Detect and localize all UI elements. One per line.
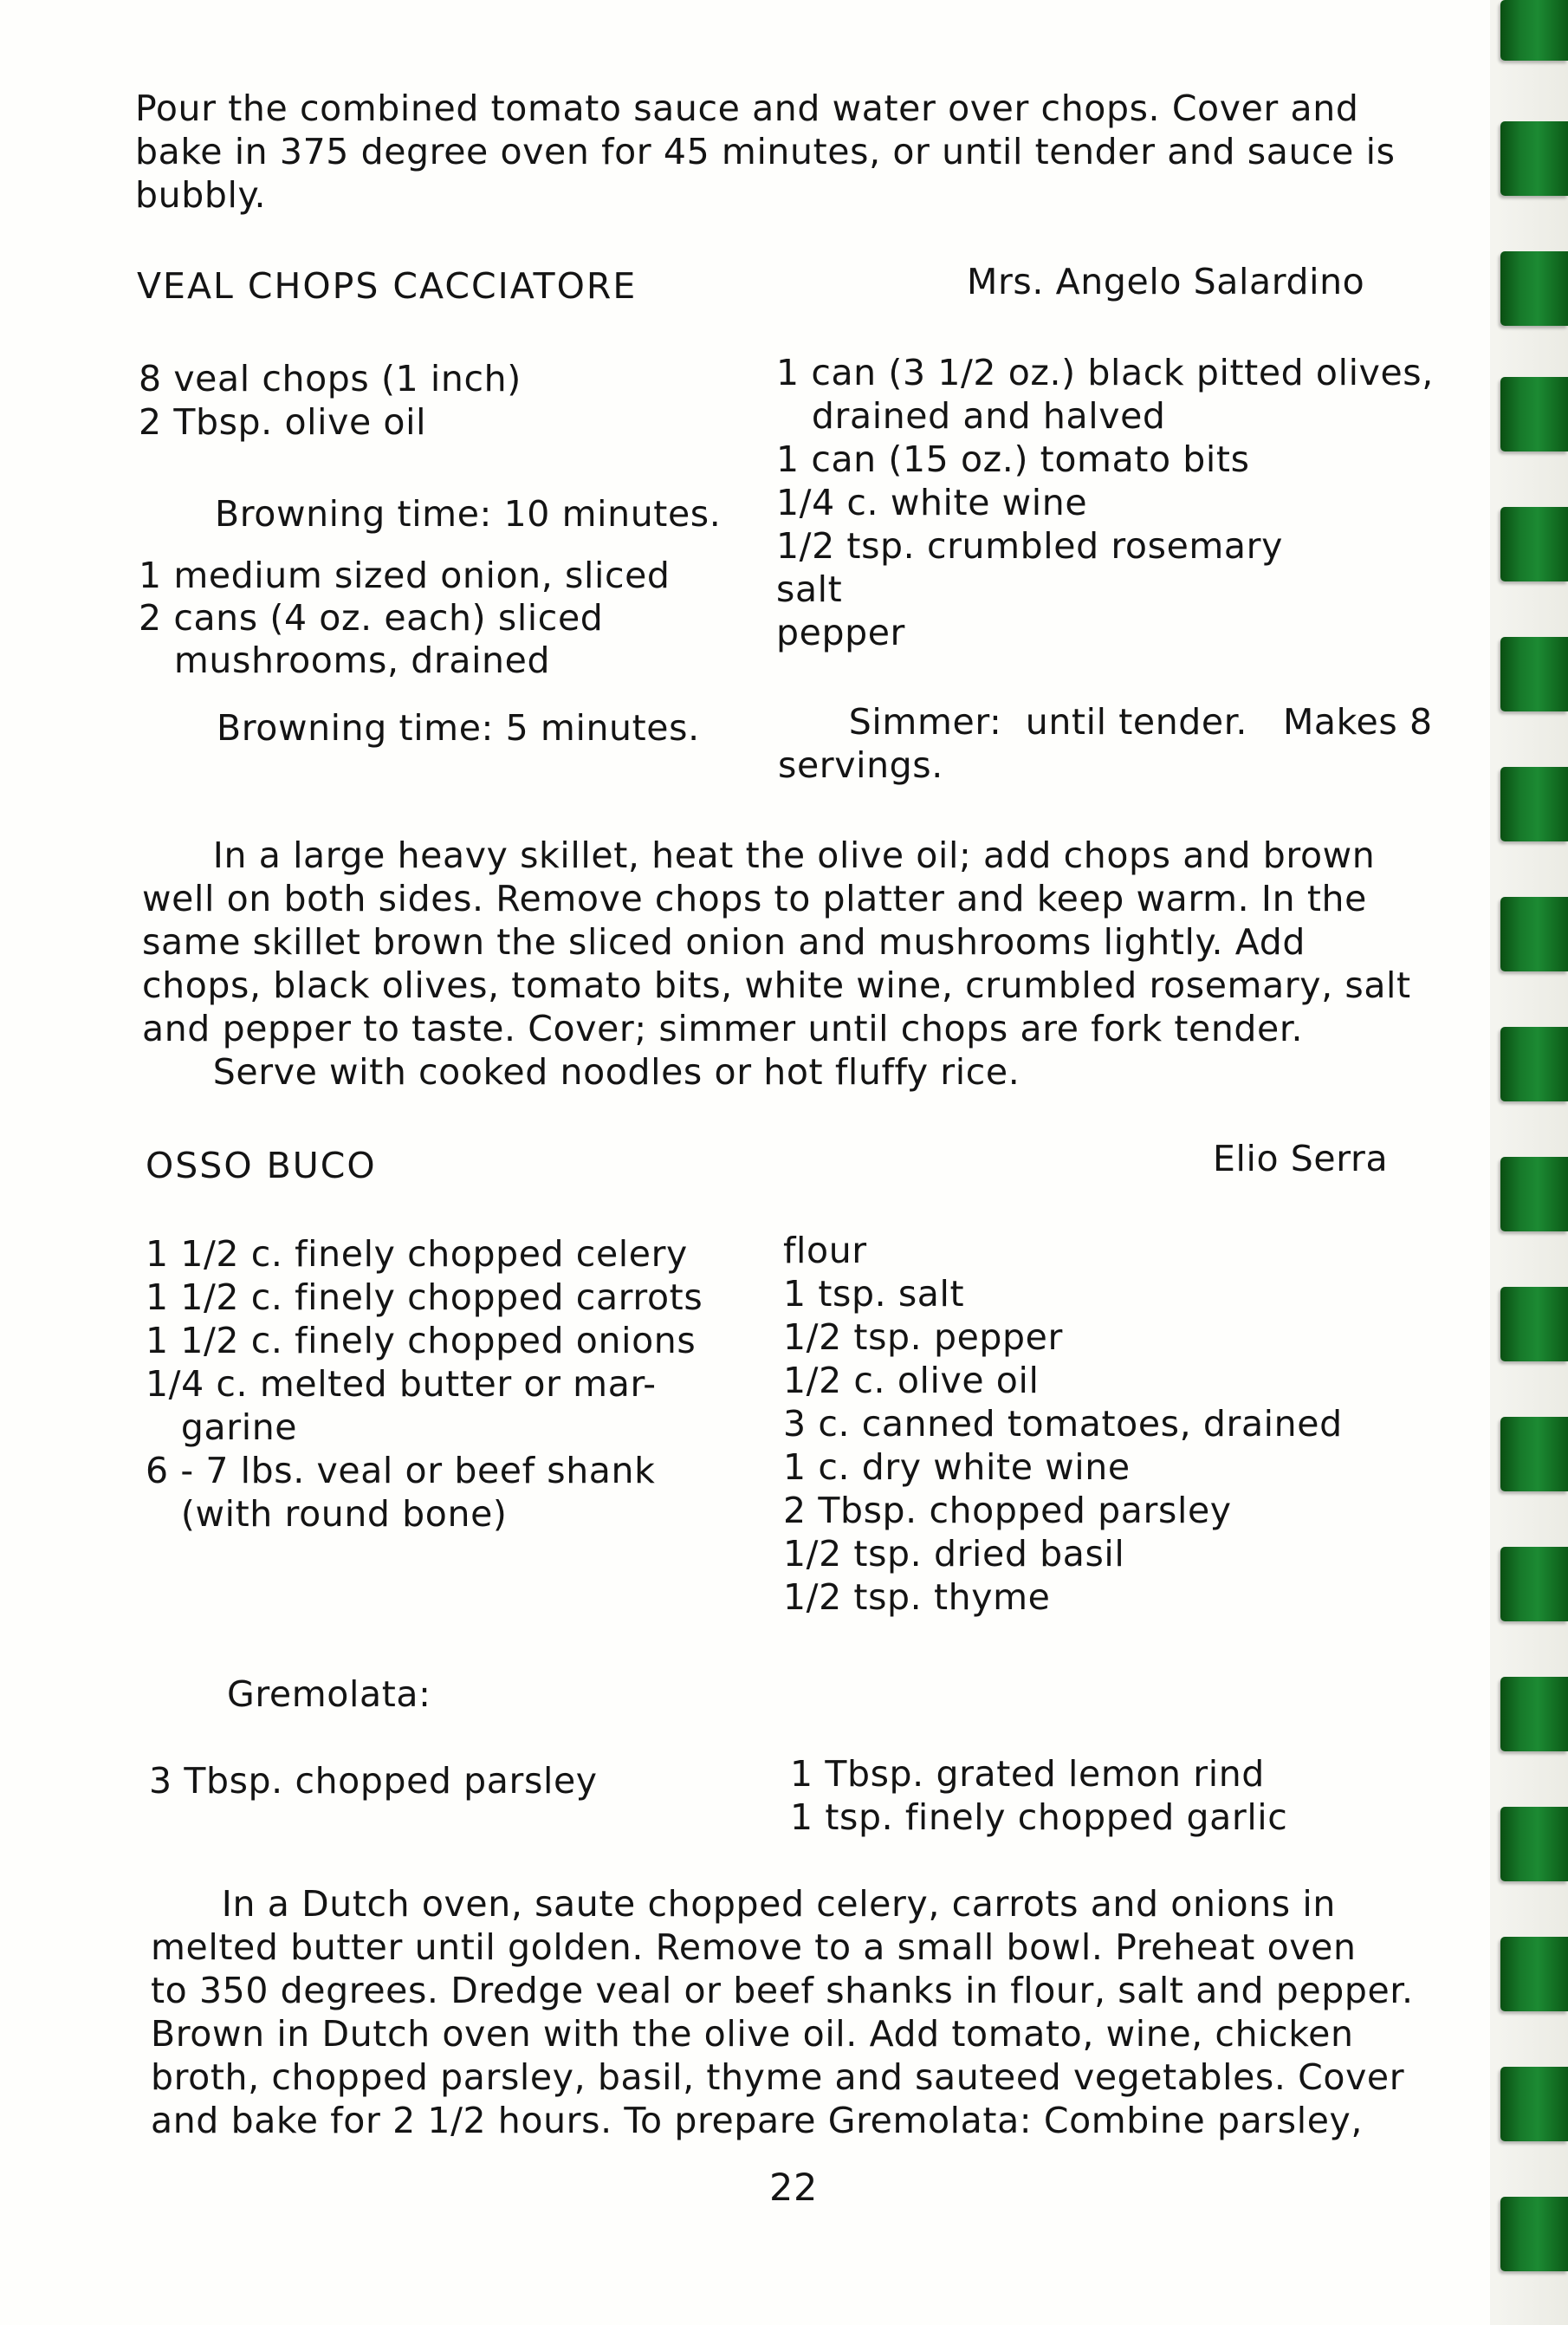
- method-line: well on both sides. Remove chops to platter and keep warm. In the: [142, 878, 1367, 919]
- binding-ring: [1500, 2197, 1568, 2271]
- ingredient-item: 1 can (15 oz.) tomato bits: [776, 438, 1250, 480]
- ingredient-item: 1/4 c. melted butter or mar-: [146, 1363, 657, 1405]
- binding-ring: [1500, 1937, 1568, 2011]
- binding-ring: [1500, 377, 1568, 451]
- method-line: and bake for 2 1/2 hours. To prepare Gremolata: Combine parsley,: [151, 2100, 1364, 2141]
- ingredient-item: 1 c. dry white wine: [783, 1446, 1131, 1488]
- ingredient-item: 1 1/2 c. finely chopped carrots: [146, 1276, 703, 1318]
- recipe-author: Elio Serra: [1213, 1138, 1389, 1179]
- recipe-title: VEAL CHOPS CACCIATORE: [137, 265, 638, 307]
- ingredient-item: pepper: [776, 612, 905, 653]
- gremolata-list-left: [149, 1759, 598, 1802]
- simmer-line: Simmer: until tender. Makes 8: [778, 701, 1433, 743]
- binding-ring: [1500, 767, 1568, 841]
- method-line: In a large heavy skillet, heat the olive oil; add chops and brown: [142, 835, 1376, 876]
- ingredient-item: 1 tsp. salt: [783, 1273, 965, 1315]
- gremolata-heading: Gremolata:: [227, 1673, 431, 1715]
- ingredient-item: 1/2 c. olive oil: [783, 1360, 1040, 1401]
- binding-ring: [1500, 507, 1568, 581]
- recipe-title: OSSO BUCO: [146, 1145, 377, 1186]
- binding-ring: [1500, 2067, 1568, 2141]
- ingredient-item: 2 cans (4 oz. each) sliced: [139, 597, 604, 639]
- binding-ring: [1500, 1547, 1568, 1621]
- ingredient-item: 1/2 tsp. dried basil: [783, 1533, 1125, 1575]
- ingredient-item: 1 tsp. finely chopped garlic: [790, 1796, 1288, 1838]
- ingredient-item: 1 1/2 c. finely chopped celery: [146, 1233, 688, 1275]
- ingredient-item: mushrooms, drained: [139, 640, 551, 681]
- ingredient-item: 1/4 c. white wine: [776, 482, 1088, 523]
- binding-ring: [1500, 251, 1568, 326]
- intro-line: Pour the combined tomato sauce and water over chops. Cover and: [135, 88, 1359, 129]
- method-line: and pepper to taste. Cover; simmer until chops are fork tender.: [142, 1008, 1304, 1049]
- browning-time: Browning time: 5 minutes.: [217, 707, 700, 749]
- ingredient-item: 1 can (3 1/2 oz.) black pitted olives,: [776, 352, 1434, 393]
- method-line: to 350 degrees. Dredge veal or beef shanks in flour, salt and pepper.: [151, 1970, 1414, 2011]
- method-line: same skillet brown the sliced onion and mushrooms lightly. Add: [142, 921, 1306, 963]
- ingredient-item: 1/2 tsp. thyme: [783, 1576, 1051, 1618]
- ingredient-list-left: [139, 357, 522, 444]
- method-line: broth, chopped parsley, basil, thyme and sauteed vegetables. Cover: [151, 2056, 1405, 2098]
- ingredient-item: 3 c. canned tomatoes, drained: [783, 1403, 1343, 1445]
- browning-time: Browning time: 10 minutes.: [215, 493, 722, 535]
- method-line: In a Dutch oven, saute chopped celery, carrots and onions in: [151, 1883, 1336, 1925]
- recipe-author: Mrs. Angelo Salardino: [967, 261, 1365, 302]
- ingredient-item: 2 Tbsp. olive oil: [139, 401, 427, 443]
- binding-ring: [1500, 1807, 1568, 1881]
- binding-ring: [1500, 637, 1568, 711]
- ingredient-item: 8 veal chops (1 inch): [139, 358, 522, 399]
- ingredient-item: 1 medium sized onion, sliced: [139, 555, 671, 596]
- binding-ring: [1500, 1027, 1568, 1101]
- intro-line: bubbly.: [135, 174, 267, 216]
- ingredient-list-left: [146, 1232, 703, 1536]
- ingredient-list-right: [776, 351, 1434, 654]
- simmer-note: [778, 700, 1433, 787]
- ingredient-list-right: [783, 1229, 1343, 1619]
- method-line: melted butter until golden. Remove to a small bowl. Preheat oven: [151, 1926, 1357, 1968]
- ingredient-item: (with round bone): [146, 1493, 508, 1535]
- method-paragraph: [142, 834, 1411, 1094]
- ingredient-item: garine: [146, 1406, 298, 1448]
- binding-ring: [1500, 121, 1568, 196]
- binding-ring: [1500, 1417, 1568, 1491]
- method-paragraph: [151, 1882, 1414, 2142]
- binding-ring: [1500, 1287, 1568, 1361]
- ingredient-item: 1/2 tsp. pepper: [783, 1316, 1063, 1358]
- gremolata-list-right: [790, 1752, 1287, 1839]
- intro-line: bake in 375 degree oven for 45 minutes, or until tender and sauce is: [135, 131, 1396, 172]
- binding-ring: [1500, 1677, 1568, 1751]
- ingredient-item: 1 Tbsp. grated lemon rind: [790, 1753, 1265, 1795]
- method-line: chops, black olives, tomato bits, white wine, crumbled rosemary, salt: [142, 964, 1411, 1006]
- method-line: Brown in Dutch oven with the olive oil. Add tomato, wine, chicken: [151, 2013, 1354, 2055]
- ingredient-item: 1/2 tsp. crumbled rosemary: [776, 525, 1283, 567]
- simmer-line: servings.: [778, 744, 943, 786]
- ingredient-item: 1 1/2 c. finely chopped onions: [146, 1320, 697, 1361]
- binding-ring: [1500, 0, 1568, 61]
- ingredient-item: drained and halved: [776, 395, 1166, 437]
- binding-ring: [1500, 897, 1568, 971]
- ingredient-item: 2 Tbsp. chopped parsley: [783, 1490, 1232, 1531]
- ingredient-item: 3 Tbsp. chopped parsley: [149, 1760, 598, 1802]
- binding-ring: [1500, 1157, 1568, 1231]
- ingredient-item: salt: [776, 568, 843, 610]
- method-line: Serve with cooked noodles or hot fluffy rice.: [142, 1051, 1020, 1093]
- ingredient-list-left: [139, 555, 671, 682]
- page-number: 22: [769, 2166, 818, 2210]
- intro-paragraph: [135, 87, 1396, 217]
- ingredient-item: 6 - 7 lbs. veal or beef shank: [146, 1450, 656, 1491]
- ingredient-item: flour: [783, 1230, 867, 1271]
